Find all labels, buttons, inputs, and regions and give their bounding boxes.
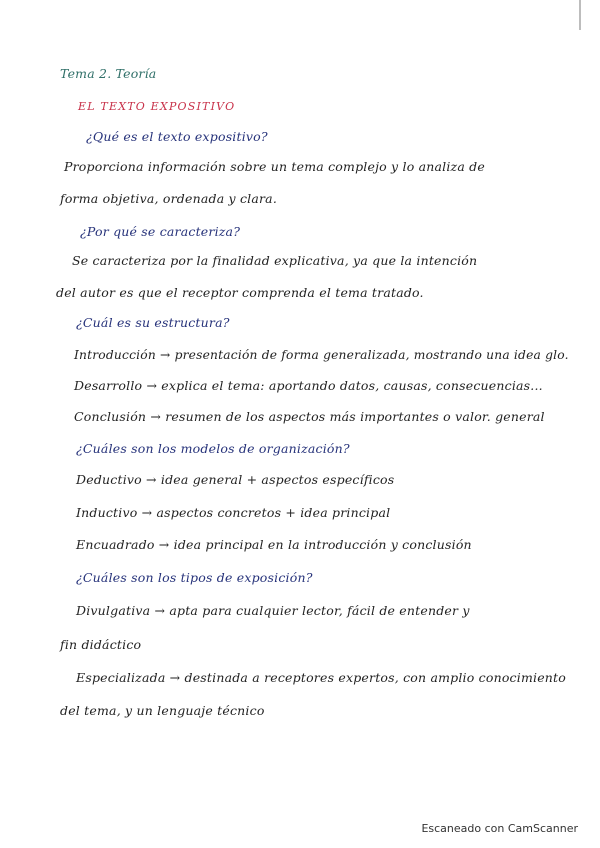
structure-intro: Introducción → presentación de forma generalizada, mostrando una idea glo. — [74, 348, 569, 362]
question-5: ¿Cuáles son los tipos de exposición? — [76, 570, 313, 585]
answer-2-line-2: del autor es que el receptor comprenda el tema tratado. — [56, 285, 424, 300]
structure-development: Desarrollo → explica el tema: aportando datos, causas, consecuencias... — [74, 378, 543, 393]
scan-edge-mark — [579, 0, 581, 30]
answer-2-line-1: Se caracteriza por la finalidad explicativa, ya que la intención — [72, 253, 478, 268]
topic-heading: Tema 2. Teoría — [60, 66, 157, 81]
page-title: EL TEXTO EXPOSITIVO — [78, 100, 236, 113]
answer-1-line-1: Proporciona información sobre un tema complejo y lo analiza de — [64, 159, 485, 174]
type-specialized-line-1: Especializada → destinada a receptores expertos, con amplio conocimiento — [76, 670, 567, 685]
type-divulgative-line-2: fin didáctico — [60, 637, 142, 652]
type-divulgative-line-1: Divulgativa → apta para cualquier lector, fácil de entender y — [76, 603, 470, 618]
scanner-watermark: Escaneado con CamScanner — [421, 822, 578, 835]
question-3: ¿Cuál es su estructura? — [76, 315, 230, 330]
question-4: ¿Cuáles son los modelos de organización? — [76, 441, 350, 456]
question-1: ¿Qué es el texto expositivo? — [86, 129, 268, 144]
model-framed: Encuadrado → idea principal en la introducción y conclusión — [76, 537, 472, 552]
question-2: ¿Por qué se caracteriza? — [80, 224, 241, 239]
model-deductive: Deductivo → idea general + aspectos específicos — [76, 472, 395, 487]
type-specialized-line-2: del tema, y un lenguaje técnico — [60, 703, 265, 718]
structure-conclusion: Conclusión → resumen de los aspectos más importantes o valor. general — [74, 409, 545, 424]
answer-1-line-2: forma objetiva, ordenada y clara. — [60, 191, 278, 206]
model-inductive: Inductivo → aspectos concretos + idea principal — [76, 505, 391, 520]
